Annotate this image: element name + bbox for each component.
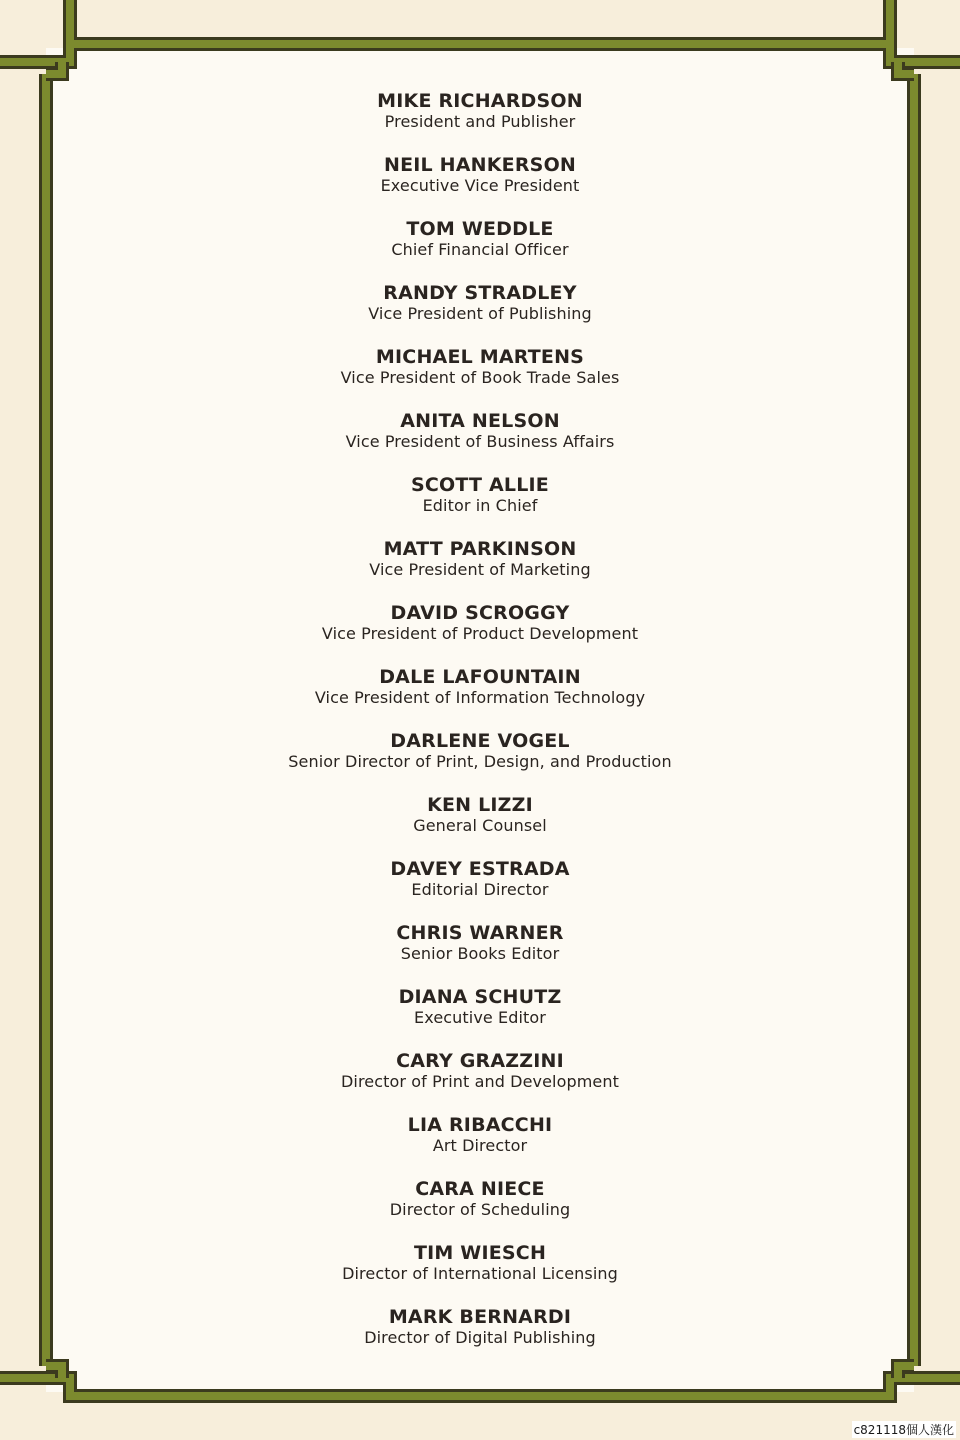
credit-role: Director of Print and Development (341, 1072, 619, 1091)
credit-role: Art Director (432, 1136, 528, 1155)
credit-name: TIM WIESCH (413, 1242, 547, 1264)
credit-name: CARA NIECE (415, 1178, 545, 1200)
credit-role: Director of Digital Publishing (364, 1328, 596, 1347)
credit-role: Editorial Director (411, 880, 549, 899)
credit-entry (50, 474, 910, 538)
credit-role: Executive Vice President (380, 176, 580, 195)
credit-entry (50, 218, 910, 282)
credit-name: DAVID SCROGGY (390, 602, 570, 624)
credit-role: President and Publisher (384, 112, 576, 131)
credit-name: LIA RIBACCHI (407, 1114, 553, 1136)
credit-role: Vice President of Book Trade Sales (340, 368, 620, 387)
credit-role: Senior Books Editor (400, 944, 560, 963)
credit-name: SCOTT ALLIE (411, 474, 549, 496)
credit-role: Executive Editor (414, 1008, 546, 1027)
credit-name: MIKE RICHARDSON (377, 90, 583, 112)
credit-entry (50, 794, 910, 858)
credit-name: MATT PARKINSON (383, 538, 577, 560)
credit-role: Chief Financial Officer (391, 240, 569, 259)
credit-name: MARK BERNARDI (388, 1306, 572, 1328)
credit-name: DAVEY ESTRADA (390, 858, 570, 880)
credit-name: MICHAEL MARTENS (375, 346, 585, 368)
credit-role: Vice President of Publishing (368, 304, 592, 323)
credit-name: CARY GRAZZINI (396, 1050, 564, 1072)
credit-role: Vice President of Product Development (321, 624, 639, 643)
credit-role: Editor in Chief (422, 496, 538, 515)
credit-role: Vice President of Business Affairs (345, 432, 615, 451)
credit-entry (50, 1242, 910, 1306)
credit-entry (50, 858, 910, 922)
credit-name: DIANA SCHUTZ (398, 986, 562, 1008)
credit-name: KEN LIZZI (427, 794, 533, 816)
credit-name: ANITA NELSON (400, 410, 560, 432)
credit-role: Director of International Licensing (342, 1264, 618, 1283)
credit-role: Director of Scheduling (389, 1200, 571, 1219)
credit-entry (50, 410, 910, 474)
credit-entry (50, 1114, 910, 1178)
credit-entry (50, 90, 910, 154)
credit-entry (50, 346, 910, 410)
credit-name: NEIL HANKERSON (383, 154, 577, 176)
credit-entry (50, 154, 910, 218)
credit-name: RANDY STRADLEY (383, 282, 577, 304)
credit-role: Vice President of Information Technology (314, 688, 646, 707)
credit-role: General Counsel (413, 816, 547, 835)
credit-entry (50, 1306, 910, 1370)
credit-entry (50, 538, 910, 602)
credit-role: Senior Director of Print, Design, and Production (288, 752, 672, 771)
credit-entry (50, 922, 910, 986)
credit-entry (50, 986, 910, 1050)
credit-name: TOM WEDDLE (406, 218, 554, 240)
watermark-text: c821118個人漢化 (853, 1423, 954, 1437)
credits-list (50, 90, 910, 1370)
credit-name: DALE LAFOUNTAIN (379, 666, 581, 688)
credit-entry (50, 1178, 910, 1242)
credit-role: Vice President of Marketing (369, 560, 591, 579)
credit-entry (50, 730, 910, 794)
credit-name: DARLENE VOGEL (390, 730, 570, 752)
credit-entry (50, 666, 910, 730)
credit-entry (50, 1050, 910, 1114)
credit-entry (50, 282, 910, 346)
credit-entry (50, 602, 910, 666)
credit-name: CHRIS WARNER (396, 922, 564, 944)
